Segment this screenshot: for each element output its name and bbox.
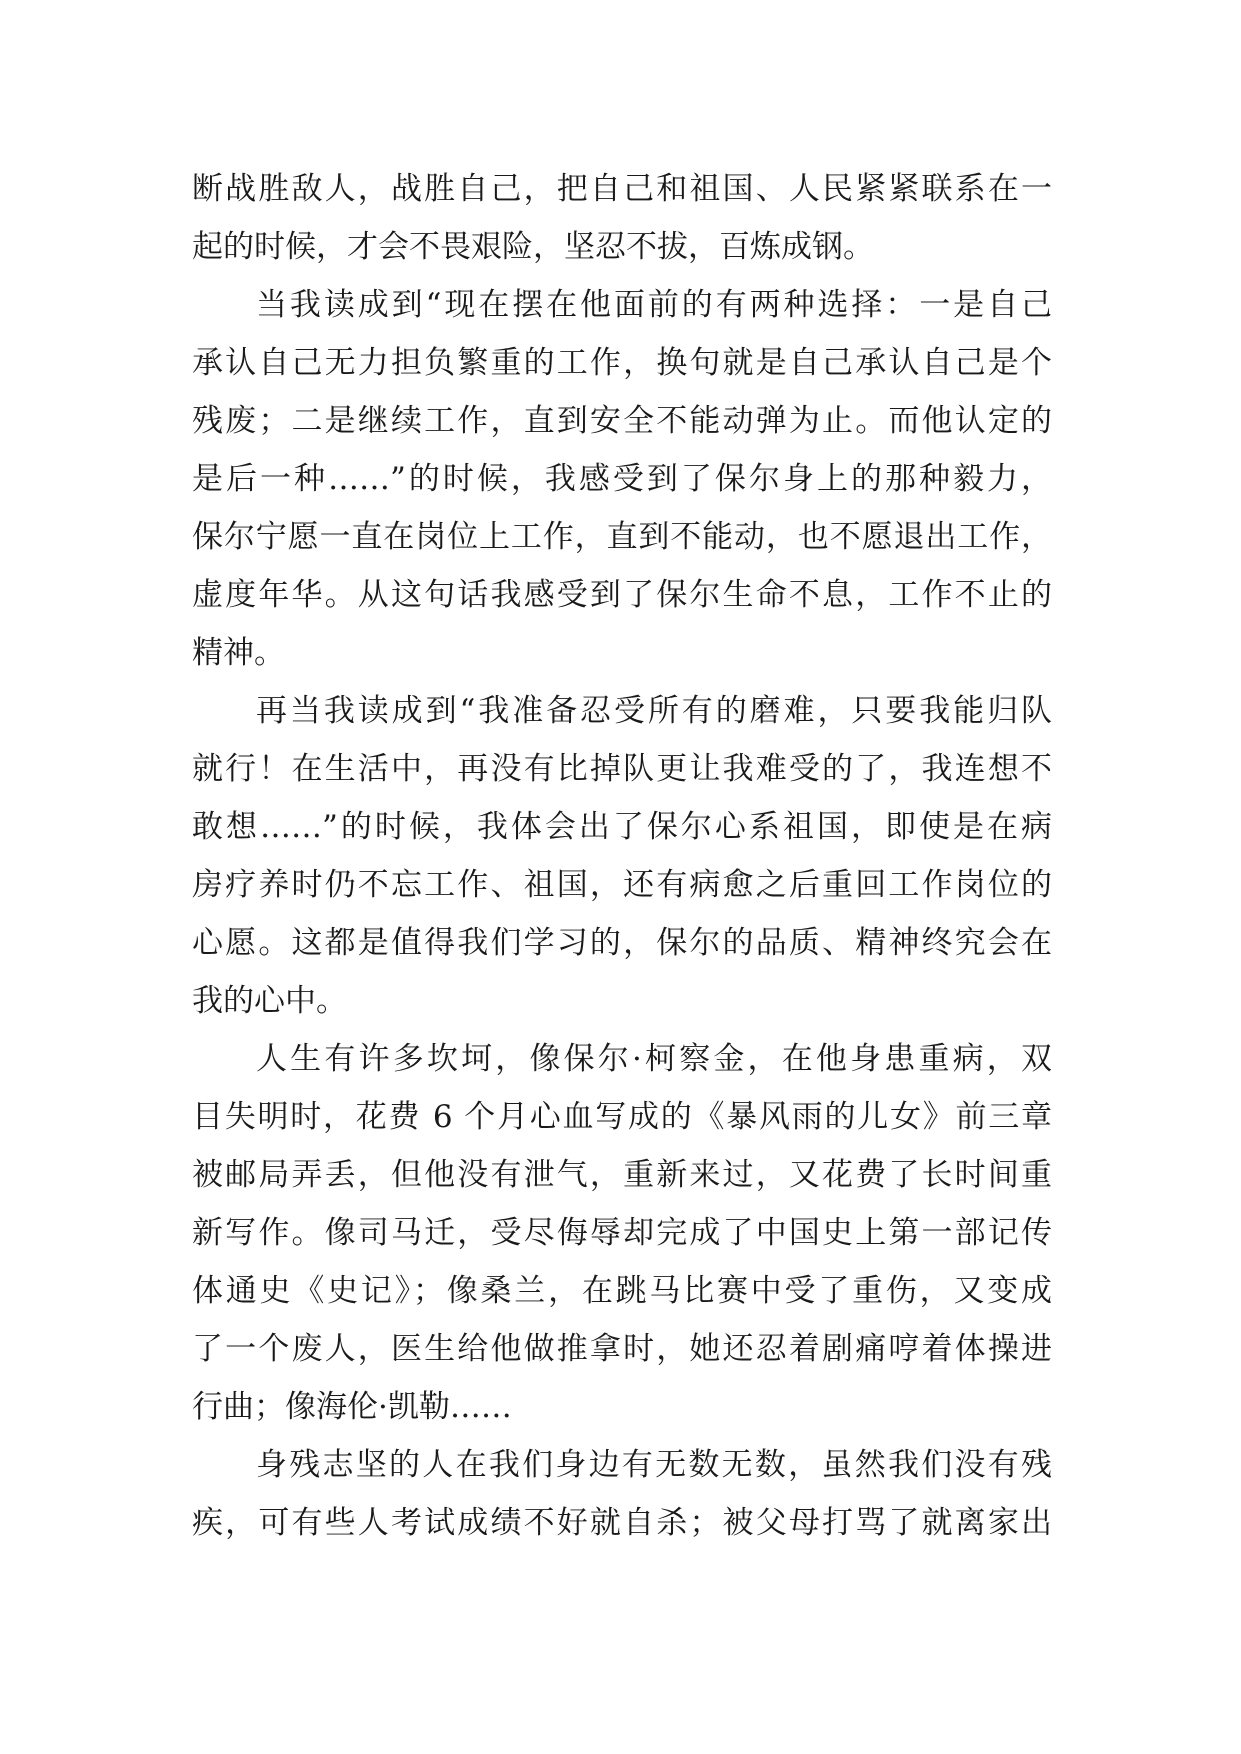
text-line: 再当我读成到“我准备忍受所有的磨难，只要我能归队	[256, 693, 1052, 729]
text-line: 身残志坚的人在我们身边有无数无数，虽然我们没有残	[256, 1447, 1052, 1483]
text-line: 疾，可有些人考试成绩不好就自杀；被父母打骂了就离家出	[192, 1505, 1052, 1541]
text-line: 行曲；像海伦·凯勒……	[192, 1389, 512, 1425]
text-line: 承认自己无力担负繁重的工作，换句就是自己承认自己是个	[192, 345, 1052, 381]
text-line: 我的心中。	[192, 983, 347, 1019]
text-line: 敢想……”的时候，我体会出了保尔心系祖国，即使是在病	[192, 809, 1052, 845]
text-line: 就行！在生活中，再没有比掉队更让我难受的了，我连想不	[192, 751, 1052, 787]
text-line: 起的时候，才会不畏艰险，坚忍不拔，百炼成钢。	[192, 229, 874, 265]
text-line: 保尔宁愿一直在岗位上工作，直到不能动，也不愿退出工作，	[192, 519, 1052, 555]
text-line: 房疗养时仍不忘工作、祖国，还有病愈之后重回工作岗位的	[192, 867, 1052, 903]
text-line: 被邮局弄丢，但他没有泄气，重新来过，又花费了长时间重	[192, 1157, 1052, 1193]
body-text	[192, 160, 1052, 1552]
text-line: 残废；二是继续工作，直到安全不能动弹为止。而他认定的	[192, 403, 1052, 439]
text-line: 目失明时，花费 6 个月心血写成的《暴风雨的儿女》前三章	[192, 1099, 1052, 1135]
text-line: 断战胜敌人，战胜自己，把自己和祖国、人民紧紧联系在一	[192, 171, 1052, 207]
text-line: 新写作。像司马迁，受尽侮辱却完成了中国史上第一部记传	[192, 1215, 1052, 1251]
text-line: 精神。	[192, 635, 285, 671]
text-line: 人生有许多坎坷，像保尔·柯察金，在他身患重病，双	[256, 1041, 1052, 1077]
text-line: 当我读成到“现在摆在他面前的有两种选择：一是自己	[256, 287, 1052, 323]
text-line: 心愿。这都是值得我们学习的，保尔的品质、精神终究会在	[192, 925, 1052, 961]
text-line: 虚度年华。从这句话我感受到了保尔生命不息，工作不止的	[192, 577, 1052, 613]
text-line: 体通史《史记》；像桑兰，在跳马比赛中受了重伤，又变成	[192, 1273, 1052, 1309]
text-line: 是后一种……”的时候，我感受到了保尔身上的那种毅力，	[192, 461, 1052, 497]
text-line: 了一个废人，医生给他做推拿时，她还忍着剧痛哼着体操进	[192, 1331, 1052, 1367]
